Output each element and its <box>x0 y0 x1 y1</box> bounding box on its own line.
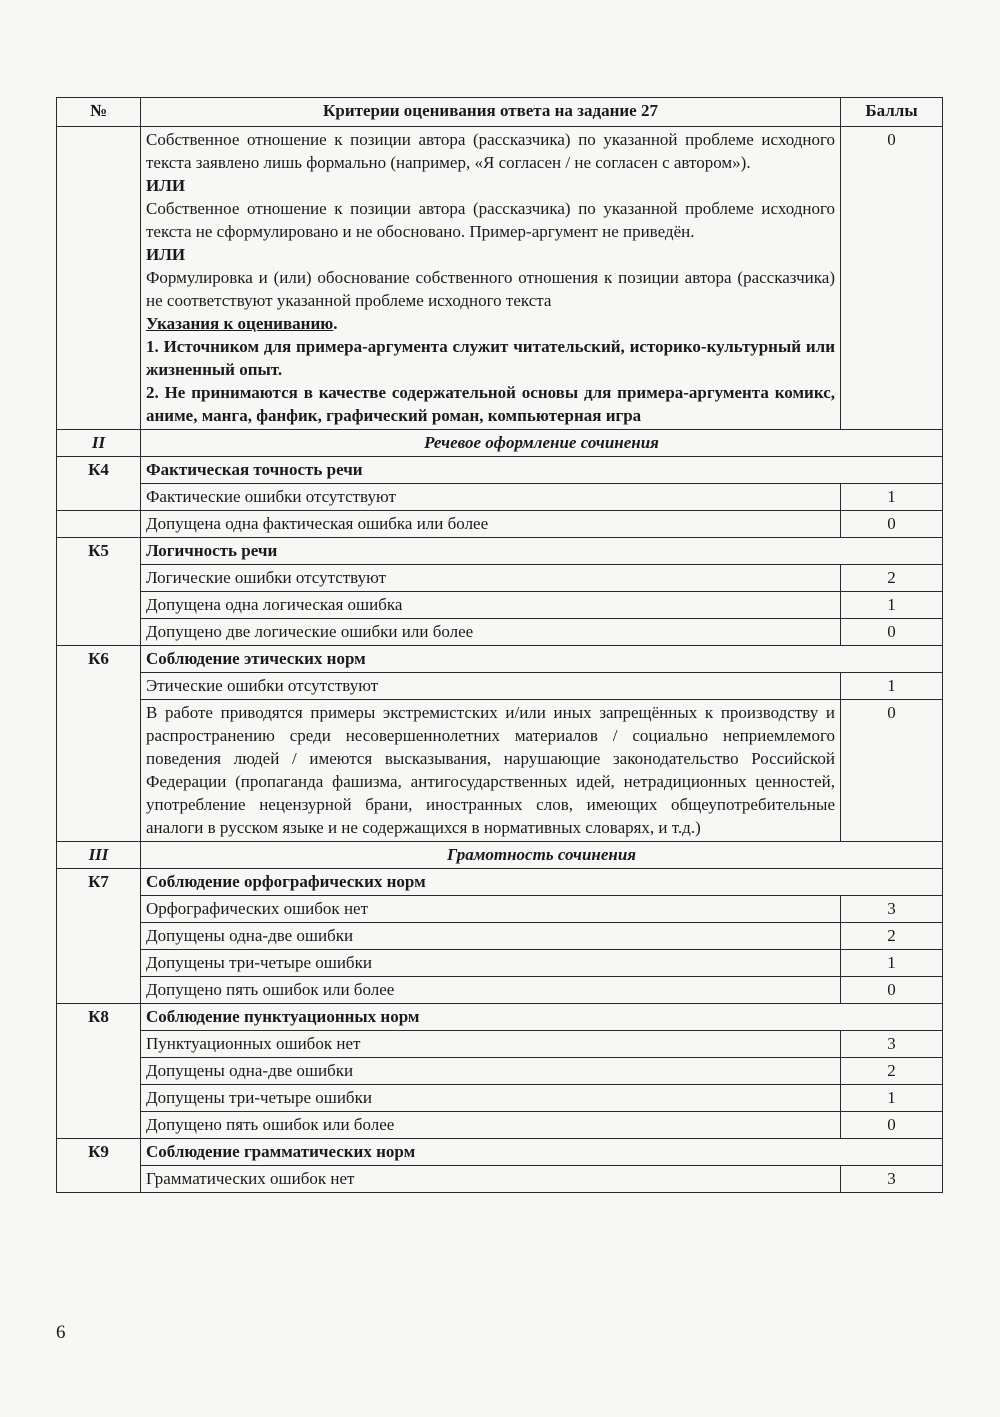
table-row <box>57 700 943 842</box>
row-text: Допущены одна-две ошибки <box>141 1058 841 1085</box>
num-cell-empty <box>57 127 141 430</box>
instruction-2: 2. Не принимаются в качестве содержательной основы для примера-аргумента комикс, аниме, манга, фанфик, графический роман, компьютерная игра <box>146 383 835 425</box>
criterion-num: К5 <box>57 538 141 565</box>
row-text: Допущено пять ошибок или более <box>141 1112 841 1139</box>
row-points: 1 <box>841 950 943 977</box>
section-num: III <box>57 842 141 869</box>
row-text: Допущена одна фактическая ошибка или более <box>141 511 841 538</box>
points-cell: 0 <box>841 127 943 430</box>
criterion-title: Соблюдение пунктуационных норм <box>141 1004 943 1031</box>
criterion-num: К7 <box>57 869 141 896</box>
page-number: 6 <box>56 1322 66 1343</box>
table-header-row <box>57 98 943 127</box>
row-points: 1 <box>841 484 943 511</box>
paragraph-3: Формулировка и (или) обоснование собственного отношения к позиции автора (рассказчика) не соответствуют указанной проблеме исходного текста <box>146 268 835 310</box>
row-points: 0 <box>841 700 943 842</box>
table-row <box>57 511 943 538</box>
table-row <box>57 923 943 950</box>
paragraph-1: Собственное отношение к позиции автора (рассказчика) по указанной проблеме исходного текста заявлено лишь формально (например, «Я согласен / не согласен с автором»). <box>146 130 835 172</box>
row-points: 1 <box>841 592 943 619</box>
criterion-title: Соблюдение этических норм <box>141 646 943 673</box>
row-points: 0 <box>841 977 943 1004</box>
row-points: 3 <box>841 1166 943 1193</box>
row-text: Допущены три-четыре ошибки <box>141 950 841 977</box>
header-criteria: Критерии оценивания ответа на задание 27 <box>141 98 841 127</box>
instruction-1: 1. Источником для примера-аргумента служит читательский, историко-культурный или жизненный опыт. <box>146 337 835 379</box>
criterion-num: К6 <box>57 646 141 673</box>
row-points: 3 <box>841 1031 943 1058</box>
first-block-cell <box>141 127 841 430</box>
row-text: Пунктуационных ошибок нет <box>141 1031 841 1058</box>
table-row <box>57 896 943 923</box>
section-title: Речевое оформление сочинения <box>141 430 943 457</box>
section-title: Грамотность сочинения <box>141 842 943 869</box>
table-row <box>57 484 943 511</box>
table-row <box>57 1112 943 1139</box>
table-row <box>57 673 943 700</box>
row-text: Допущено пять ошибок или более <box>141 977 841 1004</box>
criterion-row <box>57 869 943 896</box>
table-row <box>57 1085 943 1112</box>
criterion-num: К9 <box>57 1139 141 1166</box>
criterion-title: Соблюдение грамматических норм <box>141 1139 943 1166</box>
table-row <box>57 619 943 646</box>
row-points: 2 <box>841 565 943 592</box>
or-2: ИЛИ <box>146 245 186 264</box>
criterion-row <box>57 1139 943 1166</box>
row-text: В работе приводятся примеры экстремистских и/или иных запрещённых к производству и распространению среди несовершеннолетних материалов / социально неприемлемого поведения людей / имеются высказывания, нарушающие законодательство Российской Федерации (пропаганда фашизма, антигосударственных идей, нетрадиционных ценностей, употребление нецензурной брани, иностранных слов, имеющих общеупотребительные аналоги в русском языке и не содержащихся в нормативных словарях, и т.д.) <box>141 700 841 842</box>
criterion-row <box>57 538 943 565</box>
row-text: Этические ошибки отсутствуют <box>141 673 841 700</box>
section-num: II <box>57 430 141 457</box>
section-row <box>57 430 943 457</box>
header-points: Баллы <box>841 98 943 127</box>
row-text: Логические ошибки отсутствуют <box>141 565 841 592</box>
table-row <box>57 565 943 592</box>
table-row <box>57 1166 943 1193</box>
criterion-title: Логичность речи <box>141 538 943 565</box>
row-text: Допущено две логические ошибки или более <box>141 619 841 646</box>
row-points: 1 <box>841 673 943 700</box>
row-points: 2 <box>841 923 943 950</box>
criteria-table <box>56 97 943 1193</box>
criterion-num: К4 <box>57 457 141 484</box>
row-points: 1 <box>841 1085 943 1112</box>
instructions-heading: Указания к оцениванию. <box>146 314 338 333</box>
table-row <box>57 950 943 977</box>
row-points: 0 <box>841 511 943 538</box>
row-points: 2 <box>841 1058 943 1085</box>
table-row <box>57 127 943 430</box>
header-num: № <box>57 98 141 127</box>
table-row <box>57 592 943 619</box>
section-row <box>57 842 943 869</box>
table-row <box>57 1058 943 1085</box>
row-text: Допущены три-четыре ошибки <box>141 1085 841 1112</box>
criterion-row <box>57 646 943 673</box>
criterion-title: Соблюдение орфографических норм <box>141 869 943 896</box>
row-text: Орфографических ошибок нет <box>141 896 841 923</box>
row-text: Допущены одна-две ошибки <box>141 923 841 950</box>
table-row <box>57 1031 943 1058</box>
row-points: 0 <box>841 619 943 646</box>
row-text: Грамматических ошибок нет <box>141 1166 841 1193</box>
criterion-num: К8 <box>57 1004 141 1031</box>
row-points: 0 <box>841 1112 943 1139</box>
criterion-title: Фактическая точность речи <box>141 457 943 484</box>
row-text: Допущена одна логическая ошибка <box>141 592 841 619</box>
row-text: Фактические ошибки отсутствуют <box>141 484 841 511</box>
or-1: ИЛИ <box>146 176 186 195</box>
paragraph-2: Собственное отношение к позиции автора (рассказчика) по указанной проблеме исходного текста не сформулировано и не обосновано. Пример-аргумент не приведён. <box>146 199 835 241</box>
criterion-row <box>57 1004 943 1031</box>
row-points: 3 <box>841 896 943 923</box>
criterion-row <box>57 457 943 484</box>
table-row <box>57 977 943 1004</box>
